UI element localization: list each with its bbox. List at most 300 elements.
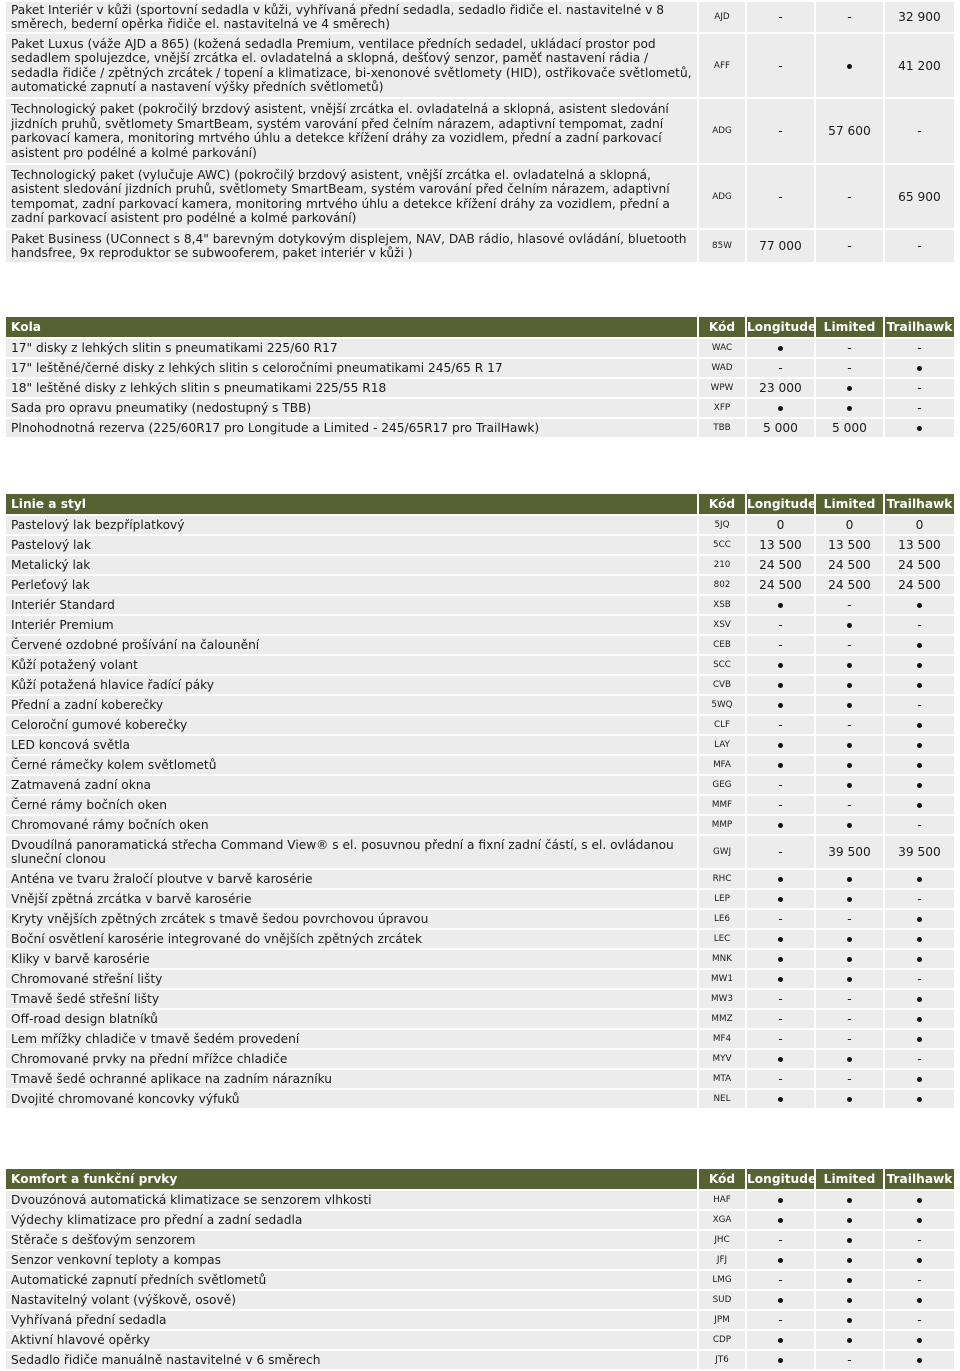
included-bullet-icon [917,603,922,608]
limited-value-cell [816,990,885,1008]
trailhawk-value-cell [885,716,954,734]
limited-value-cell [816,1351,885,1369]
limited-value-cell [816,910,885,928]
option-description: Anténa ve tvaru žraločí ploutve v barvě karosérie [11,871,313,886]
included-bullet-icon [917,763,922,768]
trailhawk-value-cell [885,870,954,888]
option-code: MMZ [711,1014,733,1024]
option-description-cell [6,99,699,163]
option-description-cell [6,930,699,948]
table-row [6,1251,954,1269]
option-description-cell [6,1030,699,1048]
trailhawk-value-cell [885,910,954,928]
option-description: Senzor venkovní teploty a kompas [11,1252,221,1267]
included-bullet-icon [778,937,783,942]
option-description: Vnější zpětná zrcátka v barvě karosérie [11,891,252,906]
included-bullet-icon [778,977,783,982]
option-description: 17" disky z lehkých slitin s pneumatikami 225/60 R17 [11,340,338,355]
trailhawk-value-cell [885,516,954,534]
limited-value: 5 000 [832,421,867,435]
limited-value-cell [816,576,885,594]
option-code-cell [699,1191,747,1209]
included-bullet-icon [847,877,852,882]
longitude-value-cell [747,990,816,1008]
included-bullet-icon [778,877,783,882]
longitude-value-cell [747,165,816,228]
included-bullet-icon [847,1278,852,1283]
option-description-cell [6,616,699,634]
trailhawk-value: - [917,972,922,986]
trailhawk-value: - [917,1233,922,1247]
longitude-value-cell [747,910,816,928]
option-code: LAY [714,740,730,750]
table-row [6,910,954,928]
option-code-cell [699,1010,747,1028]
included-bullet-icon [847,957,852,962]
included-bullet-icon [847,1218,852,1223]
limited-value-cell [816,776,885,794]
option-description-cell [6,1331,699,1349]
trailhawk-value-cell [885,379,954,397]
included-bullet-icon [917,937,922,942]
limited-value-cell [816,1030,885,1048]
option-code: 5JQ [714,520,730,530]
trailhawk-value-cell [885,736,954,754]
option-code-cell [699,796,747,814]
trailhawk-value-cell [885,359,954,377]
table-row [6,1070,954,1088]
included-bullet-icon [778,1057,783,1062]
option-description-cell [6,1010,699,1028]
trailhawk-value-cell [885,656,954,674]
table-row [6,399,954,417]
table-row [6,1050,954,1068]
option-code: MF4 [712,1034,732,1044]
option-code-cell [699,1211,747,1229]
option-code: CVB [712,680,732,690]
trailhawk-value: - [917,381,922,395]
trailhawk-value-cell [885,1030,954,1048]
limited-value-cell [816,1311,885,1329]
trailhawk-value-cell [885,616,954,634]
longitude-value-cell [747,1351,816,1369]
packages-table [6,0,954,264]
comfort-table [6,1167,954,1371]
option-description-cell [6,716,699,734]
included-bullet-icon [847,823,852,828]
option-description-cell [6,890,699,908]
table-row [6,1010,954,1028]
table-row [6,796,954,814]
option-code-cell [699,1311,747,1329]
longitude-value-cell [747,756,816,774]
limited-value-cell [816,696,885,714]
section-title: Linie a styl [6,494,699,514]
option-description: Technologický paket (pokročilý brzdový asistent, vnější zrcátka el. ovladatelná a sklopná, asistent sledování jizdních pruhů, světlomety SmartBeam, systém varování před čelním nárazem, adaptivní tempomat, zadní parkovací kamera, monitoring mrtvého úhlu a detekce křížení dráhy za vozidlem, přední a zadní parkovací asistent pro podélné a kolmé parkování) [11,102,669,160]
option-description-cell [6,2,699,32]
limited-value-cell [816,656,885,674]
option-description: Aktivní hlavové opěrky [11,1332,151,1347]
limited-value: 24 500 [828,578,871,592]
table-row [6,736,954,754]
included-bullet-icon [847,703,852,708]
longitude-value: - [778,1012,783,1026]
option-code-cell [699,1050,747,1068]
option-description: Nastavitelný volant (výškově, osově) [11,1292,236,1307]
limited-value: - [847,1353,852,1367]
table-row [6,870,954,888]
trailhawk-value-cell [885,696,954,714]
table-row [6,1311,954,1329]
longitude-value-cell [747,1311,816,1329]
trailhawk-value: - [917,892,922,906]
option-code: LE6 [713,914,731,924]
trailhawk-value: - [917,239,922,253]
included-bullet-icon [847,406,852,411]
option-description: Interiér Standard [11,597,115,612]
table-row [6,696,954,714]
option-description: Sedadlo řidiče manuálně nastavitelné v 6 směrech [11,1352,321,1367]
limited-value: - [847,361,852,375]
header-trailhawk: Trailhawk [885,1169,954,1189]
option-code-cell [699,910,747,928]
table-row [6,1231,954,1249]
limited-value-cell [816,339,885,357]
header-longitude: Longitude [747,494,816,514]
longitude-value: - [778,798,783,812]
included-bullet-icon [847,64,852,69]
header-code: Kód [699,1169,747,1189]
option-code: JFJ [716,1255,728,1265]
included-bullet-icon [917,1097,922,1102]
option-description: 18" leštěné disky z lehkých slitin s pneumatikami 225/55 R18 [11,380,387,395]
trailhawk-value-cell [885,1311,954,1329]
option-code: AJD [714,12,730,22]
section-title: Komfort a funkční prvky [6,1169,699,1189]
option-description: Vyhřívaná přední sedadla [11,1312,167,1327]
included-bullet-icon [847,783,852,788]
table-row [6,970,954,988]
longitude-value-cell [747,556,816,574]
option-description: Černé rámy bočních oken [11,797,167,812]
trailhawk-value: 24 500 [898,578,941,592]
included-bullet-icon [778,1097,783,1102]
longitude-value-cell [747,1231,816,1249]
option-description: Kůží potažená hlavice řadící páky [11,677,215,692]
limited-value-cell [816,1090,885,1108]
table-row [6,1331,954,1349]
trailhawk-value-cell [885,339,954,357]
included-bullet-icon [917,743,922,748]
included-bullet-icon [847,1057,852,1062]
trailhawk-value-cell [885,34,954,97]
option-code: WAC [711,343,733,353]
limited-value-cell [816,165,885,228]
option-description: 17" leštěné/černé disky z lehkých slitin s celoročními pneumatikami 245/65 R 17 [11,360,503,375]
option-description: Chromované rámy bočních oken [11,817,209,832]
longitude-value-cell [747,676,816,694]
trailhawk-value-cell [885,836,954,868]
included-bullet-icon [847,623,852,628]
longitude-value: - [778,845,783,859]
longitude-value-cell [747,950,816,968]
longitude-value-cell [747,1251,816,1269]
option-code-cell [699,776,747,794]
option-code: 5CC [713,540,731,550]
option-code-cell [699,676,747,694]
option-code-cell [699,379,747,397]
option-description: Metalický lak [11,557,91,572]
trailhawk-value-cell [885,970,954,988]
option-code: XSB [713,600,731,610]
limited-value: - [847,718,852,732]
option-code-cell [699,596,747,614]
included-bullet-icon [847,1338,852,1343]
option-description: Dvouzónová automatická klimatizace se senzorem vlhkosti [11,1192,372,1207]
option-description-cell [6,1231,699,1249]
longitude-value-cell [747,230,816,262]
option-code: XFP [713,403,731,413]
longitude-value-cell [747,576,816,594]
option-description: Sada pro opravu pneumatiky (nedostupný s TBB) [11,400,312,415]
table-row [6,99,954,163]
header-trailhawk: Trailhawk [885,317,954,337]
table-header-row [6,317,954,337]
option-description: Pastelový lak [11,537,91,552]
option-code: MFA [713,760,731,770]
option-code-cell [699,1090,747,1108]
header-limited: Limited [816,1169,885,1189]
option-code-cell [699,756,747,774]
included-bullet-icon [778,897,783,902]
option-code-cell [699,836,747,868]
option-code: CDP [712,1335,732,1345]
longitude-value-cell [747,2,816,32]
option-code-cell [699,576,747,594]
trailhawk-value: - [917,341,922,355]
limited-value: 13 500 [828,538,871,552]
option-code-cell [699,339,747,357]
limited-value-cell [816,890,885,908]
option-code: ADG [712,191,732,202]
longitude-value: 5 000 [763,421,798,435]
comfort-table-body [6,1169,954,1369]
longitude-value-cell [747,616,816,634]
option-code-cell [699,1351,747,1369]
limited-value-cell [816,1191,885,1209]
option-code-cell [699,419,747,437]
option-description-cell [6,165,699,228]
option-description-cell [6,1191,699,1209]
table-row [6,756,954,774]
limited-value-cell [816,736,885,754]
limited-value-cell [816,756,885,774]
option-code-cell [699,1251,747,1269]
longitude-value-cell [747,1070,816,1088]
trailhawk-value-cell [885,796,954,814]
option-description: Off-road design blatníků [11,1011,158,1026]
option-description: Pastelový lak bezpříplatkový [11,517,185,532]
limited-value-cell [816,796,885,814]
longitude-value-cell [747,359,816,377]
trailhawk-value: 41 200 [898,58,941,73]
option-description: Chromované střešní lišty [11,971,163,986]
included-bullet-icon [847,683,852,688]
limited-value: - [847,992,852,1006]
longitude-value-cell [747,399,816,417]
trailhawk-value-cell [885,1191,954,1209]
limited-value-cell [816,2,885,32]
included-bullet-icon [847,977,852,982]
option-description: Paket Luxus (váže AJD a 865) (kožená sedadla Premium, ventilace předních sedadel, ukládací prostor pod sedadlem spolujezdce, vnější zrcátka el. ovladatelná a sklopná, dešťový senzor, paměť nastavení rádia / sedadla řidiče / zpětných zrcátek / topení a klimatizace, bi-xenonové světlomety (HID), ostřikovače světlometů, automatické zapnutí a nastavení výšky předních světlometů) [11,36,692,94]
option-description: Tmavě šedé ochranné aplikace na zadním nárazníku [11,1071,332,1086]
longitude-value: - [778,58,783,73]
option-description: Lem mřížky chladiče v tmavě šedém provedení [11,1031,300,1046]
option-code-cell [699,736,747,754]
option-description-cell [6,399,699,417]
option-description: Zatmavená zadní okna [11,777,152,792]
limited-value-cell [816,556,885,574]
option-code-cell [699,616,747,634]
option-code: RHC [712,874,732,884]
option-description: Paket Interiér v kůži (sportovní sedadla v kůži, vyhřívaná přední sedadla, sedadlo řidiče el. nastavitelné v 8 směrech, bederní opěrka řidiče el. nastavitelná ve 4 směrech) [11,2,664,31]
included-bullet-icon [917,1218,922,1223]
option-code: JPM [714,1315,730,1325]
included-bullet-icon [778,1258,783,1263]
limited-value: - [847,1032,852,1046]
longitude-value-cell [747,339,816,357]
longitude-value-cell [747,656,816,674]
trailhawk-value-cell [885,1251,954,1269]
limited-value: - [847,239,852,253]
table-row [6,596,954,614]
included-bullet-icon [917,1077,922,1082]
trailhawk-value: 13 500 [898,538,941,552]
option-description-cell [6,359,699,377]
option-code-cell [699,359,747,377]
included-bullet-icon [778,703,783,708]
table-row [6,339,954,357]
included-bullet-icon [917,1017,922,1022]
trailhawk-value-cell [885,99,954,163]
longitude-value-cell [747,419,816,437]
option-description-cell [6,596,699,614]
trailhawk-value: 65 900 [898,189,941,204]
longitude-value: 0 [776,518,785,532]
trailhawk-value-cell [885,890,954,908]
longitude-value: 24 500 [759,558,802,572]
included-bullet-icon [917,803,922,808]
limited-value-cell [816,359,885,377]
included-bullet-icon [917,783,922,788]
option-code: 85W [712,241,732,251]
option-description: Perleťový lak [11,577,90,592]
limited-value-cell [816,816,885,834]
option-code-cell [699,696,747,714]
longitude-value: - [778,1032,783,1046]
included-bullet-icon [917,1198,922,1203]
table-row [6,536,954,554]
option-description-cell [6,339,699,357]
table-row [6,359,954,377]
longitude-value: - [778,618,783,632]
option-description: Automatické zapnutí předních světlometů [11,1272,267,1287]
trailhawk-value: 32 900 [898,10,941,24]
trailhawk-value-cell [885,816,954,834]
trailhawk-value-cell [885,596,954,614]
included-bullet-icon [917,366,922,371]
option-description: Dvojité chromované koncovky výfuků [11,1091,240,1106]
limited-value: - [847,638,852,652]
option-description-cell [6,776,699,794]
option-code-cell [699,34,747,97]
option-description-cell [6,1070,699,1088]
wheels-table-body [6,317,954,437]
option-code-cell [699,99,747,163]
trailhawk-value-cell [885,576,954,594]
limited-value: - [847,10,852,24]
option-description-cell [6,870,699,888]
table-row [6,1030,954,1048]
option-code-cell [699,990,747,1008]
option-code-cell [699,636,747,654]
trailhawk-value-cell [885,1050,954,1068]
longitude-value-cell [747,796,816,814]
trailhawk-value-cell [885,165,954,228]
option-description-cell [6,34,699,97]
table-row [6,165,954,228]
table-row [6,636,954,654]
longitude-value: - [778,992,783,1006]
table-row [6,1351,954,1369]
included-bullet-icon [917,1258,922,1263]
option-description: Paket Business (UConnect s 8,4" barevným dotykovým displejem, NAV, DAB rádio, hlasové ovládání, bluetooth handsfree, 9x reproduktor se subwooferem, paket interiér v kůži ) [11,231,687,260]
option-code: MNK [712,954,732,964]
longitude-value-cell [747,1271,816,1289]
longitude-value-cell [747,1030,816,1048]
trailhawk-value-cell [885,636,954,654]
table-row [6,836,954,868]
trailhawk-value: - [917,1273,922,1287]
option-code: MMP [711,820,733,830]
longitude-value-cell [747,970,816,988]
option-code: SCC [713,660,731,670]
limited-value-cell [816,536,885,554]
longitude-value-cell [747,1010,816,1028]
longitude-value-cell [747,99,816,163]
limited-value-cell [816,1251,885,1269]
trailhawk-value-cell [885,950,954,968]
option-description-cell [6,656,699,674]
option-code: JHC [714,1235,730,1245]
option-description-cell [6,736,699,754]
limited-value: - [847,798,852,812]
limited-value-cell [816,716,885,734]
trailhawk-value: - [917,401,922,415]
longitude-value-cell [747,1050,816,1068]
table-row [6,34,954,97]
option-code-cell [699,2,747,32]
included-bullet-icon [917,917,922,922]
limited-value-cell [816,930,885,948]
option-description-cell [6,230,699,262]
longitude-value: 13 500 [759,538,802,552]
limited-value: - [847,341,852,355]
option-code: 210 [713,560,731,570]
longitude-value: - [778,1233,783,1247]
included-bullet-icon [847,763,852,768]
option-description: LED koncová světla [11,737,130,752]
